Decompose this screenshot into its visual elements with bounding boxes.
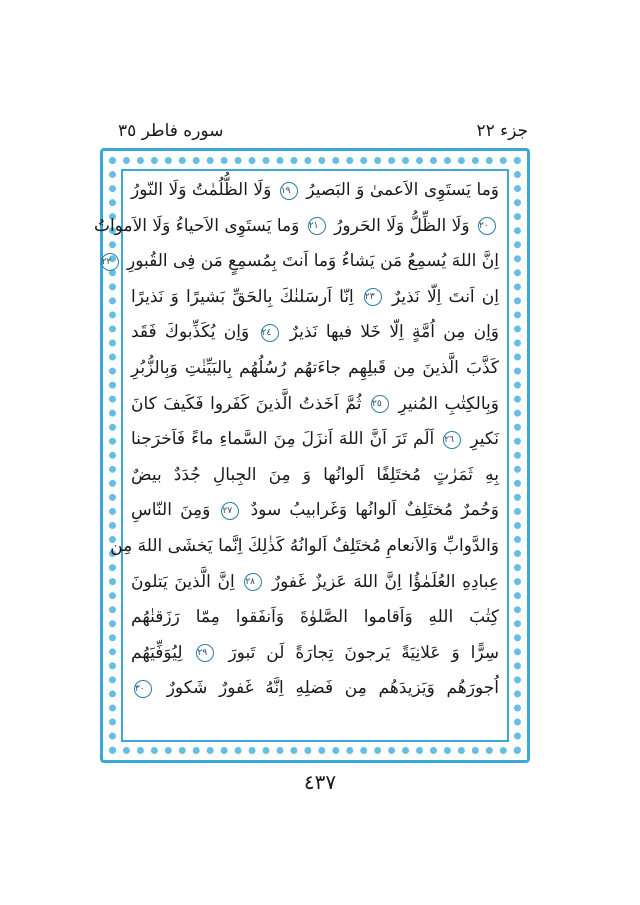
text-line — [127, 422, 503, 458]
text-line — [127, 671, 503, 707]
text-line — [127, 565, 503, 601]
text-line — [127, 600, 503, 636]
ayah-number-marker: ٢٤ — [261, 324, 279, 342]
ayah-number-marker: ٢٠ — [478, 217, 496, 235]
text-line — [101, 244, 503, 280]
verse-text: بِهِ ثَمَرٰتٍ مُختَلِفًا اَلوانُها وَ مِنَ الجِبالِ جُدَدٌ بيضٌ — [131, 464, 499, 485]
verse-text: عِبادِهِ العُلَمٰؤُا اِنَّ اللهَ عَزيزٌ غَفورٌ — [265, 571, 499, 592]
surah-label: سوره فاطر ٣٥ — [118, 121, 224, 141]
text-line — [127, 280, 503, 316]
text-line — [93, 209, 503, 245]
text-line — [127, 458, 503, 494]
juz-label: جزء ٢٢ — [476, 121, 528, 141]
ayah-number-marker: ١٩ — [280, 182, 298, 200]
text-line — [127, 315, 503, 351]
ayah-number-marker: ٢٢ — [101, 253, 119, 271]
text-line — [110, 529, 503, 565]
ornamental-frame — [93, 148, 530, 763]
verse-text: وَبِالكِتٰبِ المُنيرِ — [392, 393, 499, 414]
verse-text: وَاِن يُكَذِّبوكَ فَقَد — [131, 322, 258, 343]
ayah-number-marker: ٢٧ — [221, 502, 239, 520]
verse-text: اِن اَنتَ اِلّا نَذيرٌ — [384, 286, 500, 307]
verse-text: وَحُمرٌ مُختَلِفٌ اَلوانُها وَغَرابيبُ سودٌ — [242, 500, 500, 521]
quran-text-block — [93, 173, 503, 738]
ayah-number-marker: ٢٥ — [371, 395, 389, 413]
verse-text: وَما يَستَوِى الاَعمىٰ وَ البَصيرُ — [300, 180, 500, 200]
verse-text: كَذَّبَ الَّذينَ مِن قَبلِهِم جاءَتهُم رُسُلُهُم بِالبَيِّنٰتِ وَبِالزُّبُرِ — [131, 357, 499, 378]
ayah-number-marker: ٢٨ — [244, 573, 262, 591]
ayah-number-marker: ٣٠ — [134, 680, 152, 698]
verse-text: وَالدَّوابِّ وَالاَنعامِ مُختَلِفٌ اَلوانُهُ كَذٰلِكَ اِنَّما يَخشَى اللهَ مِن — [110, 535, 499, 556]
verse-text: اُجورَهُم وَيَزيدَهُم مِن فَضلِهِ اِنَّهُ غَفورٌ شَكورٌ — [155, 678, 499, 699]
verse-text: اِنَّ الَّذينَ يَتلونَ — [131, 571, 242, 592]
verse-text: وَمِنَ النّاسِ — [131, 500, 219, 521]
text-line — [127, 493, 503, 529]
text-line — [127, 351, 503, 387]
ayah-number-marker: ٢٦ — [443, 431, 461, 449]
verse-text: نَكيرِ — [464, 429, 499, 450]
ayah-number-marker: ٢٩ — [196, 644, 214, 662]
verse-text: وَما يَستَوِى الاَحياءُ وَلَا الاَمواتُ — [93, 215, 305, 236]
verse-text: لِيُوَفِّيَهُم — [131, 642, 194, 663]
verse-text: ثُمَّ اَخَذتُ الَّذينَ كَفَروا فَكَيفَ كانَ — [131, 393, 368, 414]
verse-text: وَلَا الظِّلُّ وَلَا الحَرورُ — [328, 215, 475, 236]
verse-text: اَلَم تَرَ اَنَّ اللهَ اَنزَلَ مِنَ السَّماءِ ماءً فَاَخرَجنا — [131, 429, 441, 450]
verse-text: كِتٰبَ اللهِ وَاَقاموا الصَّلوٰةَ وَاَنفَقوا مِمّا رَزَقنٰهُم — [131, 607, 499, 628]
text-line — [127, 636, 503, 672]
page-number: ٤٣٧ — [303, 770, 337, 794]
text-line — [127, 173, 503, 209]
ayah-number-marker: ٢١ — [308, 217, 326, 235]
ayah-number-marker: ٢٣ — [364, 288, 382, 306]
verse-text: وَاِن مِن اُمَّةٍ اِلّا خَلا فيها نَذيرٌ — [281, 322, 500, 343]
verse-text: سِرًّا وَ عَلانِيَةً يَرجونَ تِجارَةً لَن تَبورَ — [217, 642, 499, 663]
verse-text: اِنّا اَرسَلنٰكَ بِالحَقِّ بَشيرًا وَ نَذيرًا — [131, 286, 361, 307]
text-line — [127, 387, 503, 423]
verse-text: اِنَّ اللهَ يُسمِعُ مَن يَشاءُ وَما اَنتَ بِمُسمِعٍ مَن فِى القُبورِ — [121, 251, 499, 272]
page-header — [118, 118, 528, 144]
verse-text: وَلَا الظُّلُمٰتُ وَلَا النّورُ — [131, 180, 277, 200]
